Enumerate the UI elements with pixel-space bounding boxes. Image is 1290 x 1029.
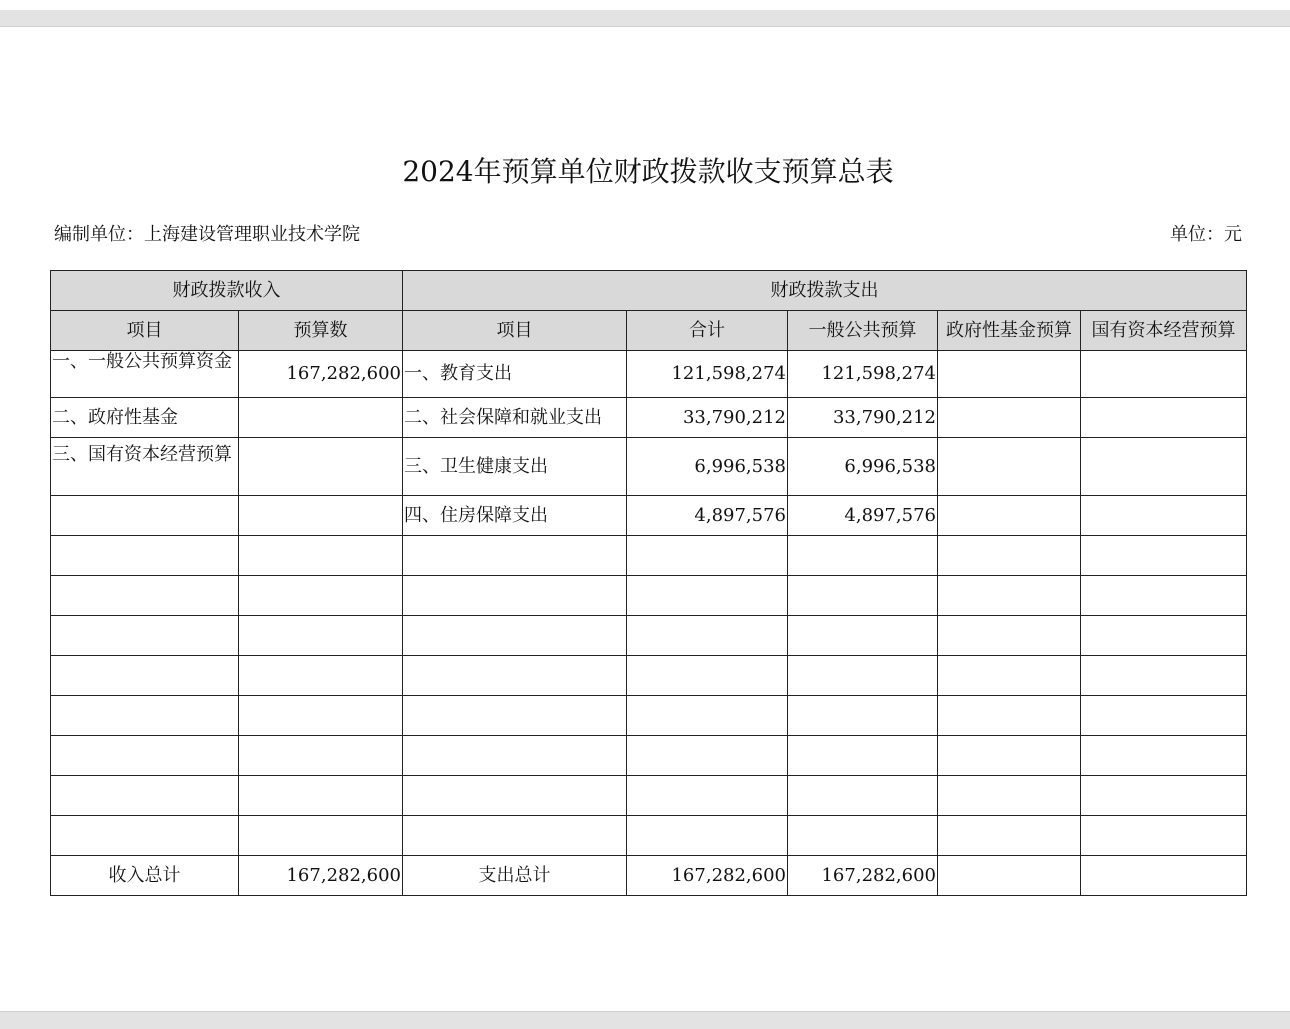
expense-total-header: 合计 bbox=[627, 311, 788, 351]
state-capital-header: 国有资本经营预算 bbox=[1081, 311, 1247, 351]
page-title: 2024年预算单位财政拨款收支预算总表 bbox=[402, 155, 894, 188]
expense-total-cell: 6,996,538 bbox=[627, 438, 788, 496]
general-public-cell: 4,897,576 bbox=[788, 496, 938, 536]
state-capital-cell bbox=[1081, 398, 1247, 438]
income-budget-cell: 167,282,600 bbox=[239, 351, 403, 398]
empty-row bbox=[51, 696, 1247, 736]
expense-total-value: 167,282,600 bbox=[627, 856, 788, 896]
income-budget-cell bbox=[239, 438, 403, 496]
income-item-cell: 一、一般公共预算资金 bbox=[51, 351, 239, 398]
general-public-cell: 33,790,212 bbox=[788, 398, 938, 438]
gov-fund-total-value bbox=[938, 856, 1081, 896]
currency-unit-label: 单位：元 bbox=[1170, 224, 1242, 245]
expense-total-label: 支出总计 bbox=[403, 856, 627, 896]
expense-total-cell: 4,897,576 bbox=[627, 496, 788, 536]
expense-item-cell: 二、社会保障和就业支出 bbox=[403, 398, 627, 438]
income-total-value: 167,282,600 bbox=[239, 856, 403, 896]
table-row bbox=[51, 398, 1247, 438]
income-item-header: 项目 bbox=[51, 311, 239, 351]
totals-row bbox=[51, 856, 1247, 896]
expense-total-cell: 121,598,274 bbox=[627, 351, 788, 398]
group-header-row bbox=[51, 271, 1247, 311]
empty-row bbox=[51, 816, 1247, 856]
general-public-total-value: 167,282,600 bbox=[788, 856, 938, 896]
general-public-header: 一般公共预算 bbox=[788, 311, 938, 351]
expense-item-cell: 一、教育支出 bbox=[403, 351, 627, 398]
gov-fund-cell bbox=[938, 438, 1081, 496]
income-budget-cell bbox=[239, 496, 403, 536]
empty-row bbox=[51, 776, 1247, 816]
state-capital-total-value bbox=[1081, 856, 1247, 896]
expense-group-header: 财政拨款支出 bbox=[403, 271, 1247, 311]
state-capital-cell bbox=[1081, 496, 1247, 536]
table-row bbox=[51, 351, 1247, 398]
gov-fund-header: 政府性基金预算 bbox=[938, 311, 1081, 351]
expense-total-cell: 33,790,212 bbox=[627, 398, 788, 438]
empty-row bbox=[51, 536, 1247, 576]
expense-item-cell: 三、卫生健康支出 bbox=[403, 438, 627, 496]
gov-fund-cell bbox=[938, 351, 1081, 398]
expense-item-cell: 四、住房保障支出 bbox=[403, 496, 627, 536]
general-public-cell: 121,598,274 bbox=[788, 351, 938, 398]
income-item-cell: 三、国有资本经营预算 bbox=[51, 438, 239, 496]
income-item-cell bbox=[51, 496, 239, 536]
gov-fund-cell bbox=[938, 496, 1081, 536]
state-capital-cell bbox=[1081, 438, 1247, 496]
empty-row bbox=[51, 736, 1247, 776]
income-item-cell: 二、政府性基金 bbox=[51, 398, 239, 438]
table-row bbox=[51, 496, 1247, 536]
income-group-header: 财政拨款收入 bbox=[51, 271, 403, 311]
income-budget-cell bbox=[239, 398, 403, 438]
income-budget-header: 预算数 bbox=[239, 311, 403, 351]
income-total-label: 收入总计 bbox=[51, 856, 239, 896]
viewer-bottom-bar bbox=[0, 1011, 1290, 1029]
compiler-label: 编制单位：上海建设管理职业技术学院 bbox=[54, 224, 360, 245]
expense-item-header: 项目 bbox=[403, 311, 627, 351]
budget-table bbox=[50, 270, 1247, 896]
empty-row bbox=[51, 576, 1247, 616]
state-capital-cell bbox=[1081, 351, 1247, 398]
gov-fund-cell bbox=[938, 398, 1081, 438]
column-header-row bbox=[51, 311, 1247, 351]
general-public-cell: 6,996,538 bbox=[788, 438, 938, 496]
empty-row bbox=[51, 616, 1247, 656]
empty-row bbox=[51, 656, 1247, 696]
viewer-top-bar bbox=[0, 10, 1290, 27]
table-row bbox=[51, 438, 1247, 496]
